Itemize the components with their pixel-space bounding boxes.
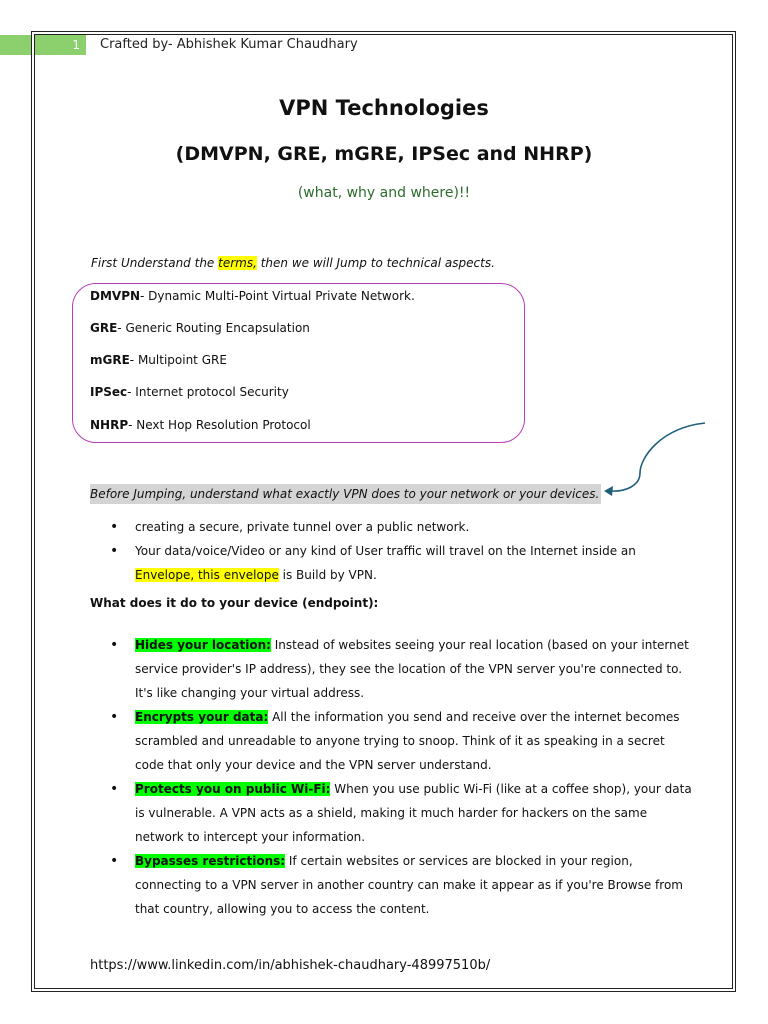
term-mgre [90, 353, 227, 367]
bullet-text: All the information you send and receive over the internet becomes [268, 710, 680, 724]
bullet-text: data is vulnerable. A VPN acts as a shield, making it much harder for hackers on the same network to intercept your information. [135, 782, 692, 844]
term-ipsec [90, 385, 289, 399]
term-abbr: NHRP [90, 418, 129, 432]
term-gre [90, 321, 310, 335]
list-item [135, 633, 695, 705]
list-item [135, 539, 695, 587]
list-item [135, 849, 695, 921]
before-jumping-line: Before Jumping, understand what exactly VPN does to your network or your devices. [90, 484, 601, 504]
bullet-text: scrambled and unreadable to anyone trying to snoop. Think of it as speaking in a secret code that only your device and the VPN server understand. [135, 734, 665, 772]
bullet-label: Hides your location: [135, 638, 271, 652]
list-item-text: Your data/voice/Video or any kind of User traffic will travel on the Internet inside an [135, 544, 636, 558]
intro-line [91, 256, 495, 270]
bullet-text: connecting to a VPN server in another country can make it appear as if you're Browse from that country, allowing you to access the content. [135, 878, 683, 916]
term-abbr: mGRE [90, 353, 130, 367]
list-item-text: is Build by VPN. [278, 568, 377, 582]
bullet-label: Bypasses restrictions: [135, 854, 286, 868]
bullet-text: Instead of websites seeing your real location (based on your [270, 638, 638, 652]
list-item [135, 705, 695, 777]
intro-after: then we will Jump to technical aspects. [256, 256, 495, 270]
list-item [135, 515, 695, 539]
term-definition: - Generic Routing Encapsulation [117, 321, 310, 335]
endpoint-bullet-list [90, 633, 695, 921]
term-abbr: IPSec [90, 385, 128, 399]
tagline: (what, why and where)!! [297, 185, 471, 201]
term-definition: - Next Hop Resolution Protocol [128, 418, 311, 432]
list-item [135, 777, 695, 849]
bullet-label: Protects you on public Wi-Fi: [135, 782, 331, 796]
document-title: VPN Technologies [279, 96, 489, 120]
list-item-text: creating a secure, private tunnel over a public network. [135, 520, 470, 534]
term-definition: - Dynamic Multi-Point Virtual Private Network. [140, 289, 415, 303]
term-definition: - Internet protocol Security [127, 385, 289, 399]
bullet-text: internet service provider's IP address), they see the location of the VPN server you're connected to. It's like changing your virtual address. [135, 638, 689, 700]
intro-before: First Understand the [91, 256, 219, 270]
term-abbr: GRE [90, 321, 118, 335]
term-dmvpn [90, 289, 415, 303]
vpn-bullet-list [90, 515, 695, 587]
endpoint-heading: What does it do to your device (endpoint): [90, 596, 379, 610]
bullet-text: When you use public Wi-Fi (like at a coffee shop), your [330, 782, 661, 796]
document-subtitle: (DMVPN, GRE, mGRE, IPSec and NHRP) [175, 143, 593, 165]
header-credit: Crafted by- Abhishek Kumar Chaudhary [100, 37, 358, 52]
term-abbr: DMVPN [90, 289, 141, 303]
page-number: 1 [72, 38, 80, 52]
intro-highlight: terms, [218, 256, 257, 270]
envelope-highlight: Envelope, this envelope [135, 568, 279, 582]
term-definition: - Multipoint GRE [129, 353, 227, 367]
curved-arrow-icon [600, 418, 710, 503]
linkedin-link[interactable]: https://www.linkedin.com/in/abhishek-chaudhary-48997510b/ [90, 958, 491, 973]
bullet-label: Encrypts your data: [135, 710, 269, 724]
term-nhrp [90, 418, 311, 432]
bullet-text: If certain websites or services are blocked in your region, [285, 854, 633, 868]
